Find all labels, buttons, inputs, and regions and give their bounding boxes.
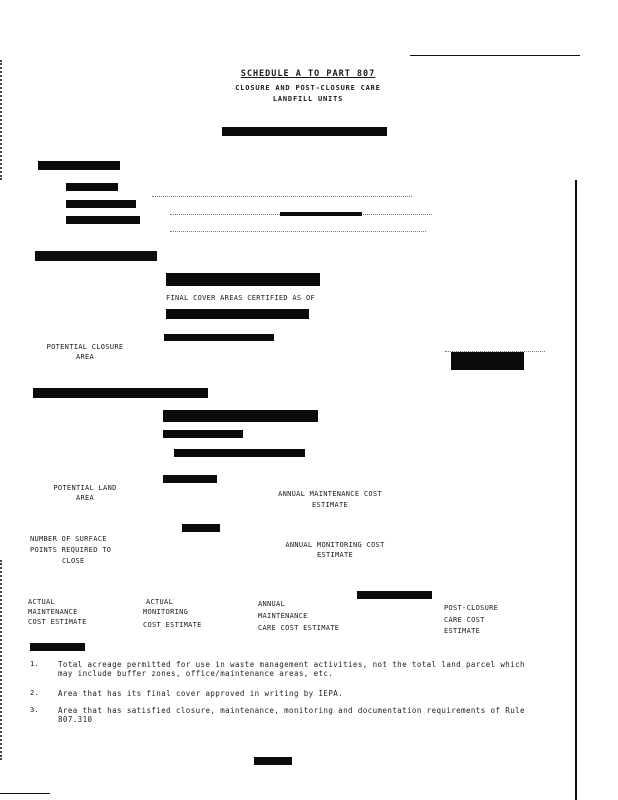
col4-line1: POST-CLOSURE xyxy=(444,604,499,612)
fill-line xyxy=(152,196,412,197)
footnote-text: Area that has satisfied closure, maintenance, monitoring and documentation requirements of Rule 807.310 xyxy=(58,706,525,724)
schedule-subtitle: CLOSURE AND POST-CLOSURE CARE xyxy=(235,84,381,92)
footnote-text: Area that has its final cover approved in writing by IEPA. xyxy=(58,689,344,698)
potential-closure-label: POTENTIAL CLOSURE xyxy=(46,343,124,351)
redaction-bar xyxy=(163,430,243,438)
redaction-bar xyxy=(30,643,85,651)
redaction-bar xyxy=(66,200,136,208)
footnote-text: Total acreage permitted for use in waste management activities, not the total land parcel which may include buffer zones, office/maintenance areas, etc. xyxy=(58,660,525,678)
scan-edge-top xyxy=(0,60,8,180)
col4-line2: CARE COST xyxy=(444,616,485,624)
schedule-title: SCHEDULE A TO PART 807 xyxy=(240,69,376,79)
redaction-bar xyxy=(166,309,309,319)
col2-line2: MONITORING xyxy=(143,608,189,616)
fill-line xyxy=(170,231,426,232)
number-surface-label-3: CLOSE xyxy=(62,557,85,565)
col1-line2: MAINTENANCE xyxy=(28,608,78,616)
redaction-bar xyxy=(38,161,120,170)
col1-line3: COST ESTIMATE xyxy=(28,618,87,626)
final-cover-label: FINAL COVER AREAS CERTIFIED AS OF xyxy=(166,294,315,302)
annual-monitoring-label: ANNUAL MONITORING COST xyxy=(285,541,385,549)
col4-line3: ESTIMATE xyxy=(444,627,481,635)
potential-closure-label-2: AREA xyxy=(75,353,95,361)
annual-monitoring-label-2: ESTIMATE xyxy=(316,551,354,559)
redaction-bar xyxy=(163,475,217,483)
redaction-bar xyxy=(254,757,292,765)
redaction-bar xyxy=(35,251,157,261)
redaction-bar xyxy=(33,388,208,398)
redaction-bar xyxy=(222,127,387,136)
redaction-bar xyxy=(451,352,524,370)
redaction-bar xyxy=(66,183,118,191)
col3-line2: MAINTENANCE xyxy=(258,612,308,620)
scan-edge-bottom xyxy=(0,560,8,760)
redaction-bar xyxy=(66,216,140,224)
potential-land-label: POTENTIAL LAND xyxy=(53,484,117,492)
number-surface-label: NUMBER OF SURFACE xyxy=(30,535,107,543)
redaction-bar xyxy=(174,449,305,457)
redaction-bar xyxy=(182,524,220,532)
top-rule xyxy=(410,55,580,56)
col2-line1: ACTUAL xyxy=(146,598,174,606)
footnote-number: 1. xyxy=(30,660,40,668)
number-surface-label-2: POINTS REQUIRED TO xyxy=(30,546,112,554)
redaction-bar xyxy=(357,591,432,599)
redaction-bar xyxy=(166,273,320,286)
right-border-line xyxy=(575,180,577,800)
annual-maintenance-label: ANNUAL MAINTENANCE COST xyxy=(278,490,382,498)
annual-maintenance-label-2: ESTIMATE xyxy=(311,501,349,509)
col3-line3: CARE COST ESTIMATE xyxy=(258,624,340,632)
footnote-number: 3. xyxy=(30,706,40,714)
redaction-bar xyxy=(280,212,362,216)
potential-land-label-2: AREA xyxy=(75,494,95,502)
col1-line1: ACTUAL xyxy=(28,598,56,606)
redaction-bar xyxy=(163,410,318,422)
col3-line1: ANNUAL xyxy=(258,600,286,608)
bottom-left-rule xyxy=(0,793,50,794)
col2-line3: COST ESTIMATE xyxy=(143,621,202,629)
redaction-bar xyxy=(164,334,274,341)
schedule-subtitle-2: LANDFILL UNITS xyxy=(272,95,344,103)
footnote-number: 2. xyxy=(30,689,40,697)
